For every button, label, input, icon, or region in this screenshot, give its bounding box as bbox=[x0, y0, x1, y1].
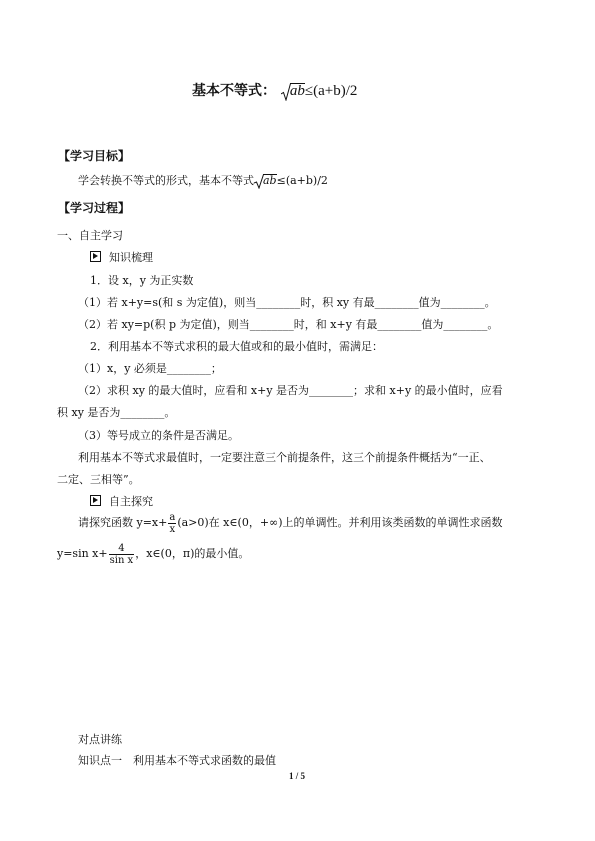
title-radicand: ab bbox=[289, 83, 305, 99]
frac1-numerator: a bbox=[169, 511, 176, 523]
explore-line2 bbox=[57, 541, 249, 567]
page-number: 1 / 5 bbox=[289, 771, 306, 781]
knowledge-label bbox=[90, 251, 153, 265]
goals-text bbox=[78, 174, 328, 188]
item1: 1．设 x，y 为正实数 bbox=[90, 274, 194, 287]
explore-line1 bbox=[78, 510, 503, 536]
fraction-4-over-sinx bbox=[109, 543, 135, 566]
practice-point1: 知识点一 利用基本不等式求函数的最值 bbox=[78, 754, 276, 767]
process-heading: 【学习过程】 bbox=[58, 201, 131, 215]
radical-sign-icon bbox=[254, 174, 264, 189]
item2-2a: （2）求积 xy 的最大值时，应看和 x+y 是否为________；求和 x+y 的最小值时，应看 bbox=[78, 384, 503, 397]
goals-radicand: ab bbox=[263, 174, 277, 187]
explore-label-text: 自主探究 bbox=[109, 495, 153, 508]
fraction-a-over-x bbox=[168, 512, 176, 535]
summary-b: 二定、三相等”。 bbox=[57, 473, 140, 486]
explore-line1-after: (a>0)在 x∈(0，+∞)上的单调性。并利用该类函数的单调性求函数 bbox=[177, 516, 503, 529]
goals-text-before: 学会转换不等式的形式，基本不等式 bbox=[78, 174, 254, 187]
radical-sign-icon bbox=[281, 83, 291, 101]
explore-line2-before: y=sin x+ bbox=[57, 547, 108, 560]
explore-line1-before: 请探究函数 y=x+ bbox=[78, 516, 168, 529]
explore-label bbox=[90, 495, 153, 509]
goals-heading: 【学习目标】 bbox=[58, 149, 131, 163]
sqrt-ab bbox=[281, 83, 305, 100]
title-suffix: ≤(a+b)/2 bbox=[304, 83, 358, 99]
sqrt-ab-inline bbox=[254, 174, 277, 188]
title-formula bbox=[281, 83, 358, 99]
summary-a: 利用基本不等式求最值时，一定要注意三个前提条件，这三个前提条件概括为“一正、 bbox=[78, 451, 491, 464]
page-title bbox=[192, 80, 357, 100]
frac2-numerator: 4 bbox=[109, 543, 135, 555]
play-box-icon bbox=[90, 495, 101, 506]
frac1-denominator: x bbox=[169, 523, 176, 535]
part1-label: 一、自主学习 bbox=[57, 229, 123, 242]
item2: 2．利用基本不等式求积的最大值或和的最小值时，需满足： bbox=[90, 340, 383, 353]
practice-label: 对点讲练 bbox=[78, 733, 122, 746]
goals-text-after: ≤(a+b)/2 bbox=[276, 174, 328, 187]
frac2-denominator: sin x bbox=[109, 554, 134, 566]
play-box-icon bbox=[90, 251, 101, 262]
item2-2b: 积 xy 是否为________。 bbox=[57, 406, 176, 419]
item1-2: （2）若 xy=p(积 p 为定值)，则当________时，和 x+y 有最________值为________。 bbox=[78, 318, 499, 331]
explore-line2-after: ，x∈(0，π)的最小值。 bbox=[135, 547, 250, 560]
item2-1: （1）x，y 必须是________； bbox=[78, 362, 222, 375]
title-prefix: 基本不等式： bbox=[192, 83, 276, 99]
item2-3: （3）等号成立的条件是否满足。 bbox=[78, 429, 239, 442]
item1-1: （1）若 x+y=s(和 s 为定值)，则当________时，积 xy 有最________值为________。 bbox=[78, 296, 496, 309]
knowledge-label-text: 知识梳理 bbox=[109, 251, 153, 264]
